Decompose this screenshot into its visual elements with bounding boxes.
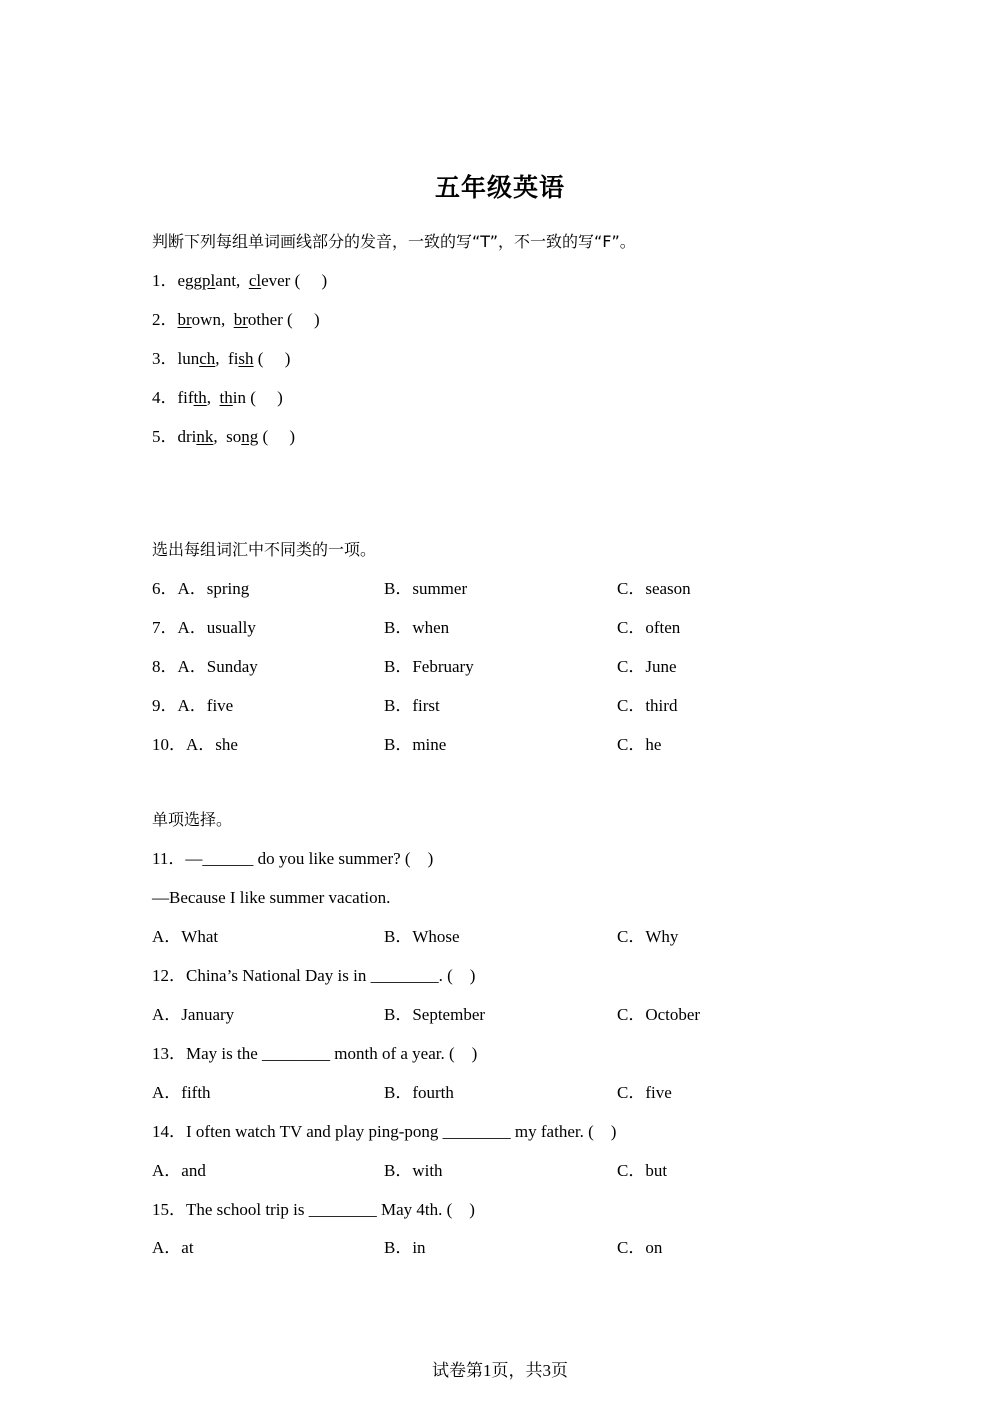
option-a: A．fifth (152, 1083, 211, 1102)
question-11-options (152, 926, 852, 948)
word-text: dri (177, 427, 197, 446)
pronunciation-item (152, 426, 295, 448)
option-a: 10．A．she (152, 735, 238, 754)
option-c: C．October (617, 1005, 701, 1024)
option-b: B．Whose (384, 927, 460, 946)
word-text: fif (177, 388, 194, 407)
word-text: ant, (215, 271, 249, 290)
underlined-letters: nk (196, 427, 214, 446)
word-text: ever ( ) (261, 271, 328, 290)
question-11-response: —Because I like summer vacation. (152, 888, 391, 907)
question-14: 14．I often watch TV and play ping-pong ________ my father. ( ) (152, 1122, 617, 1141)
word-text: , fi (215, 349, 239, 368)
option-c: C．third (617, 696, 678, 715)
word-text: , so (213, 427, 242, 446)
underlined-letters: pl (202, 271, 216, 290)
vocab-row (152, 656, 852, 678)
pronunciation-item (152, 270, 327, 292)
option-a: 6．A．spring (152, 579, 250, 598)
word-text: , (206, 388, 220, 407)
question-15-options (152, 1237, 852, 1259)
vocab-row (152, 734, 852, 756)
option-b: B．with (384, 1161, 443, 1180)
option-a: 7．A．usually (152, 618, 256, 637)
option-c: C．he (617, 735, 662, 754)
option-a: A．January (152, 1005, 235, 1024)
option-b: B．in (384, 1238, 426, 1257)
item-number: 5． (152, 427, 178, 446)
page-title: 五年级英语 (434, 173, 565, 202)
option-a: A．at (152, 1238, 194, 1257)
section3-instruction: 单项选择。 (152, 810, 233, 829)
word-text: ( ) (253, 349, 291, 368)
question-15: 15．The school trip is ________ May 4th. ( ) (152, 1200, 475, 1219)
option-b: B．summer (384, 579, 468, 598)
underlined-letters: ng (241, 427, 259, 446)
option-a: A．What (152, 927, 219, 946)
underlined-letters: cl (248, 271, 262, 290)
vocab-row (152, 617, 852, 639)
option-b: B．February (384, 657, 474, 676)
underlined-letters: sh (238, 349, 254, 368)
vocab-row (152, 578, 852, 600)
item-number: 4． (152, 388, 178, 407)
option-b: B．September (384, 1005, 486, 1024)
word-text: lun (177, 349, 200, 368)
page-footer: 试卷第1页，共3页 (432, 1361, 568, 1380)
word-text: other ( ) (247, 310, 320, 329)
question-13-options (152, 1082, 852, 1104)
option-b: B．first (384, 696, 440, 715)
word-text: egg (177, 271, 203, 290)
option-b: B．fourth (384, 1083, 454, 1102)
question-12: 12．China’s National Day is in ________. ( ) (152, 966, 476, 985)
option-c: C．five (617, 1083, 672, 1102)
question-11: 11．—______ do you like summer? ( ) (152, 849, 434, 868)
item-number: 3． (152, 349, 178, 368)
underlined-letters: th (219, 388, 233, 407)
option-a: 9．A．five (152, 696, 234, 715)
option-c: C．often (617, 618, 681, 637)
pronunciation-item (152, 309, 320, 331)
underlined-letters: ch (199, 349, 216, 368)
pronunciation-item (152, 348, 290, 370)
pronunciation-item (152, 387, 283, 409)
underlined-letters: th (193, 388, 207, 407)
option-b: B．mine (384, 735, 447, 754)
underlined-letters: br (233, 310, 248, 329)
option-c: C．season (617, 579, 691, 598)
option-c: C．June (617, 657, 677, 676)
word-text: ( ) (258, 427, 296, 446)
item-number: 2． (152, 310, 178, 329)
option-c: C．Why (617, 927, 679, 946)
question-12-options (152, 1004, 852, 1026)
vocab-row (152, 695, 852, 717)
option-c: C．on (617, 1238, 663, 1257)
question-13: 13．May is the ________ month of a year. ( ) (152, 1044, 478, 1063)
option-a: A．and (152, 1161, 206, 1180)
section1-instruction: 判断下列每组单词画线部分的发音，一致的写“T”，不一致的写“F”。 (152, 232, 636, 251)
option-c: C．but (617, 1161, 668, 1180)
section2-instruction: 选出每组词汇中不同类的一项。 (152, 540, 377, 559)
word-text: own, (191, 310, 234, 329)
word-text: in ( ) (232, 388, 283, 407)
option-b: B．when (384, 618, 450, 637)
underlined-letters: br (177, 310, 192, 329)
option-a: 8．A．Sunday (152, 657, 258, 676)
question-14-options (152, 1160, 852, 1182)
item-number: 1． (152, 271, 178, 290)
